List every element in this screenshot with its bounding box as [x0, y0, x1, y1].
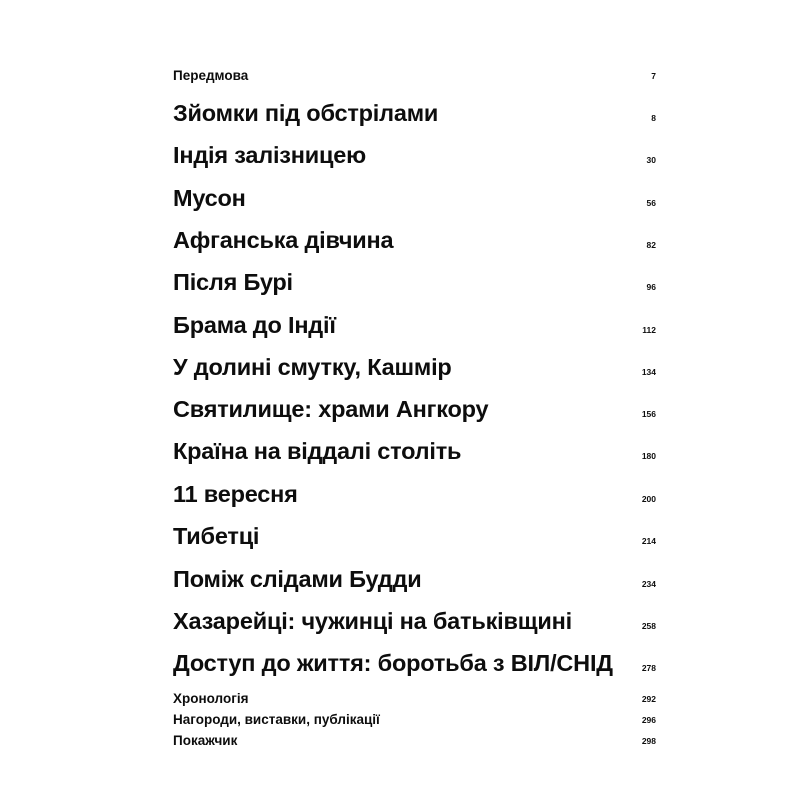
toc-entry-title: Мусон	[173, 185, 246, 211]
toc-entry-page: 134	[641, 367, 656, 377]
toc-entry-page: 200	[641, 494, 656, 504]
toc-entry-page: 234	[641, 579, 656, 589]
toc-entry-page: 112	[642, 325, 656, 335]
toc-entry-page: 8	[651, 113, 656, 123]
toc-entry-chapter	[173, 142, 656, 169]
toc-entry-chapter	[173, 650, 656, 677]
toc-entry-chapter	[173, 523, 656, 550]
toc-entry-chapter	[173, 481, 656, 508]
toc-entry-title: Брама до Індії	[173, 312, 336, 338]
toc-entry-page: 82	[646, 240, 656, 250]
toc-entry-back-matter	[173, 733, 656, 748]
toc-entry-title: Нагороди, виставки, публікації	[173, 712, 380, 727]
toc-entry-chapter	[173, 608, 656, 635]
toc-entry-title: Країна на віддалі століть	[173, 438, 462, 464]
toc-entry-title: Зйомки під обстрілами	[173, 100, 439, 126]
toc-entry-chapter	[173, 185, 656, 212]
toc-entry-title: У долині смутку, Кашмір	[173, 354, 452, 380]
toc-entry-page: 258	[641, 621, 656, 631]
table-of-contents	[173, 0, 656, 800]
toc-entry-page: 292	[641, 694, 656, 704]
toc-entry-title: 11 вересня	[173, 481, 298, 507]
toc-entry-chapter	[173, 438, 656, 465]
toc-entry-title: Тибетці	[173, 523, 260, 549]
toc-entry-title: Індія залізницею	[173, 142, 367, 168]
toc-entry-title: Покажчик	[173, 733, 238, 748]
toc-entry-page: 180	[641, 451, 656, 461]
toc-entry-page: 7	[651, 71, 656, 81]
toc-entry-page: 278	[641, 663, 656, 673]
toc-entry-chapter	[173, 396, 656, 423]
toc-entry-title: Хазарейці: чужинці на батьківщині	[173, 608, 572, 634]
toc-entry-title: Хронологія	[173, 691, 249, 706]
toc-entry-chapter	[173, 100, 656, 127]
toc-entry-title: Афганська дівчина	[173, 227, 394, 253]
toc-entry-chapter	[173, 269, 656, 296]
toc-entry-chapter	[173, 227, 656, 254]
toc-entry-page: 56	[646, 198, 656, 208]
toc-entry-title: Передмова	[173, 68, 249, 83]
toc-entry-chapter	[173, 566, 656, 593]
toc-entry-back-matter	[173, 691, 656, 706]
toc-entry-page: 96	[646, 282, 656, 292]
toc-entry-title: Доступ до життя: боротьба з ВІЛ/СНІД	[173, 650, 613, 676]
toc-entry-title: Святилище: храми Ангкору	[173, 396, 489, 422]
toc-entry-back-matter	[173, 712, 656, 727]
toc-entry-page: 296	[641, 715, 656, 725]
toc-entry-page: 298	[641, 736, 656, 746]
toc-entry-title: Поміж слідами Будди	[173, 566, 422, 592]
toc-entry-chapter	[173, 354, 656, 381]
toc-entry-page: 156	[641, 409, 656, 419]
toc-entry-title: Після Бурі	[173, 269, 293, 295]
toc-entry-chapter	[173, 312, 656, 339]
toc-entry-page: 214	[641, 536, 656, 546]
toc-entry-preface	[173, 68, 656, 83]
toc-entry-page: 30	[646, 155, 656, 165]
